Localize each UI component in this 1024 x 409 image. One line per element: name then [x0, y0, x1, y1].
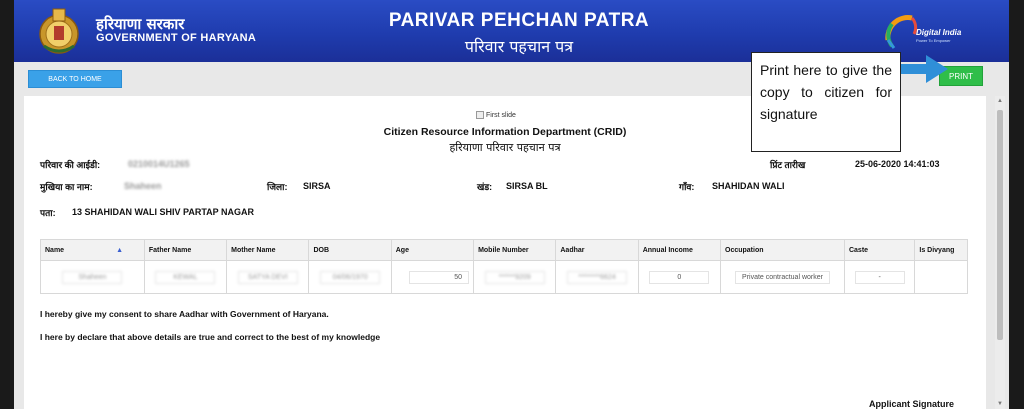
brand-english: GOVERNMENT OF HARYANA [96, 32, 257, 44]
col-dob[interactable]: DOB [309, 240, 391, 261]
cell-father-name: KEWAL [144, 261, 226, 294]
department-title-hindi: हरियाणा परिवार पहचान पत्र [449, 141, 561, 154]
brand-hindi: हरियाणा सरकार [96, 15, 185, 33]
district-value: SIRSA [303, 181, 331, 191]
block-value: SIRSA BL [506, 181, 548, 191]
village-label: गाँव: [679, 182, 695, 192]
first-slide-image [476, 111, 516, 119]
col-income[interactable]: Annual Income [638, 240, 720, 261]
head-name-label: मुखिया का नाम: [40, 182, 93, 192]
cell-occupation: Private contractual worker [721, 261, 845, 294]
col-mother-name[interactable]: Mother Name [227, 240, 309, 261]
callout-arrow-icon [898, 55, 948, 83]
page-title-hindi: परिवार पहचान पत्र [464, 37, 574, 56]
sort-asc-icon[interactable]: ▲ [116, 246, 124, 254]
print-date-value: 25-06-2020 14:41:03 [855, 159, 940, 169]
scrollbar-thumb[interactable] [997, 110, 1003, 340]
col-mobile[interactable]: Mobile Number [474, 240, 556, 261]
family-id-label: परिवार की आईडी: [40, 160, 101, 170]
cell-divyang [915, 261, 968, 294]
scroll-down-icon[interactable]: ▼ [997, 401, 1003, 407]
department-title: Citizen Resource Information Department (CRID) [383, 126, 627, 138]
app-window [14, 0, 1009, 409]
print-date-label: प्रिंट तारीख [770, 160, 806, 170]
col-divyang[interactable]: Is Divyang [915, 240, 968, 261]
cell-age: 50 [391, 261, 473, 294]
digital-india-tagline: Power To Empower [916, 38, 951, 43]
consent-statement: I hereby give my consent to share Aadhar with Government of Haryana. [40, 309, 329, 319]
col-father-name[interactable]: Father Name [144, 240, 226, 261]
page-title: PARIVAR PEHCHAN PATRA [388, 10, 650, 31]
cell-name: Shaheen [41, 261, 145, 294]
block-label: खंड: [477, 182, 493, 192]
cell-caste: - [844, 261, 914, 294]
cell-dob: 04/06/1970 [309, 261, 391, 294]
district-label: जिला: [267, 182, 288, 192]
back-to-home-button[interactable]: BACK TO HOME [28, 70, 122, 88]
digital-india-text: Digital India [916, 28, 962, 37]
col-aadhar[interactable]: Aadhar [556, 240, 638, 261]
address-value: 13 SHAHIDAN WALI SHIV PARTAP NAGAR [72, 207, 255, 217]
cell-aadhar: ********6624 [556, 261, 638, 294]
declaration-statement: I here by declare that above details are true and correct to the best of my knowledge [40, 332, 381, 342]
col-occupation[interactable]: Occupation [721, 240, 845, 261]
broken-image-icon [476, 111, 484, 119]
col-age[interactable]: Age [391, 240, 473, 261]
first-slide-alt: First slide [486, 111, 516, 119]
address-label: पता: [40, 208, 56, 218]
table-header-row [41, 240, 968, 261]
head-name-value: Shaheen [124, 181, 162, 191]
applicant-signature-label: Applicant Signature [869, 399, 955, 409]
family-members-table [40, 239, 968, 294]
table-row [41, 261, 968, 294]
col-name[interactable]: Name ▲ [41, 240, 145, 261]
cell-mobile: ******9209 [474, 261, 556, 294]
print-button[interactable]: PRINT [939, 66, 983, 86]
vertical-scrollbar[interactable] [995, 96, 1005, 409]
village-value: SHAHIDAN WALI [712, 181, 785, 191]
print-instruction-callout: Print here to give the copy to citizen for signature [751, 52, 901, 152]
cell-mother-name: SATYA DEVI [227, 261, 309, 294]
family-id-value: 0210014U1265 [128, 159, 190, 169]
scroll-up-icon[interactable]: ▲ [997, 98, 1003, 104]
col-caste[interactable]: Caste [844, 240, 914, 261]
cell-income: 0 [638, 261, 720, 294]
